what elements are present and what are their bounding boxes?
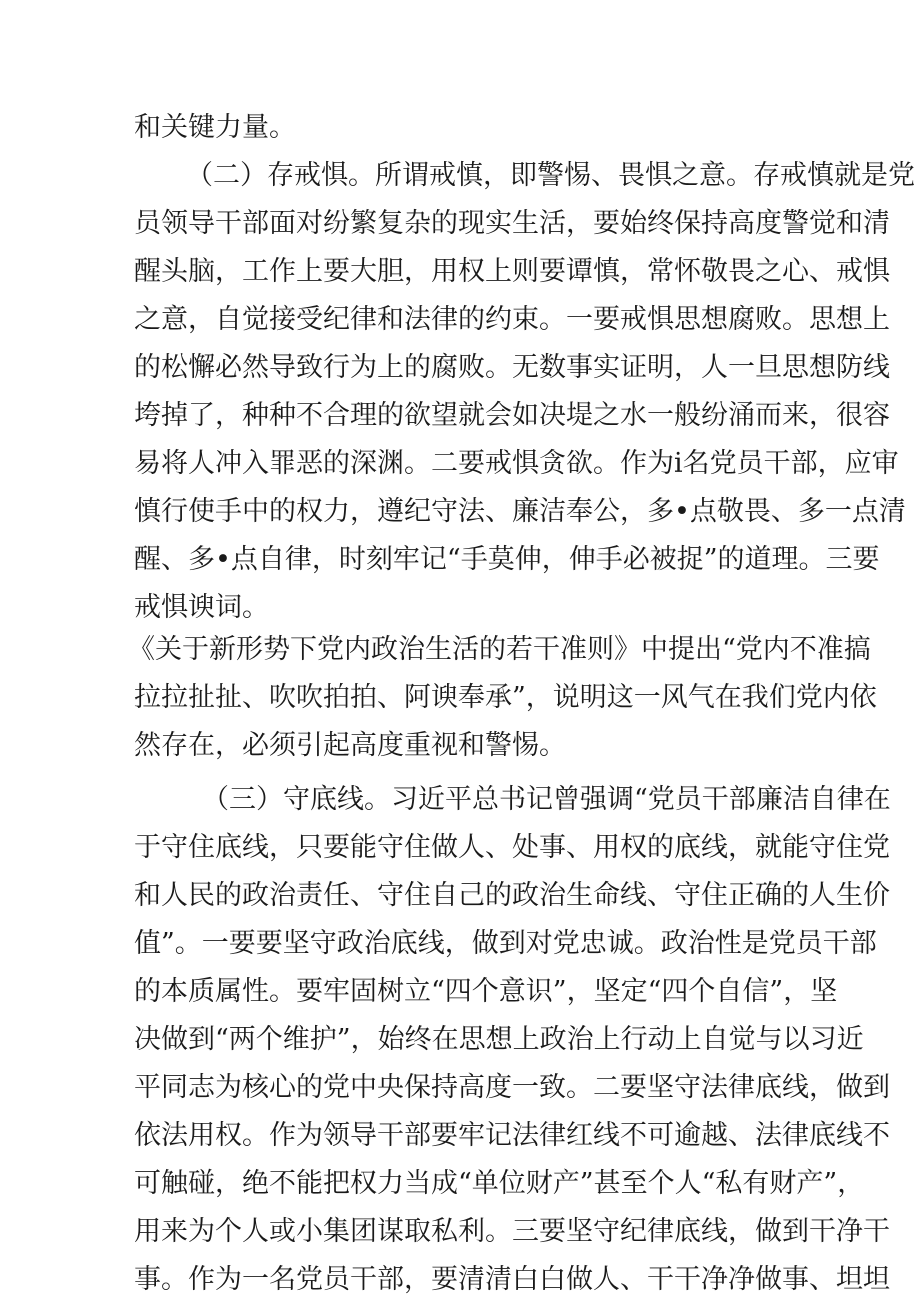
- text-line: 醒、多•点自律，时刻牢记“手莫伸，伸手必被捉”的道理。三要: [134, 544, 880, 575]
- text-line: 平同志为核心的党中央保持高度一致。二要坚守法律底线，做到: [134, 1072, 890, 1103]
- text-line: 的松懈必然导致行为上的腐败。无数事实证明，人一旦思想防线: [134, 352, 890, 383]
- text-line: 醒头脑，工作上要大胆，用权上则要谭慎，常怀敬畏之心、戒惧: [134, 256, 890, 287]
- text-line: 事。作为一名党员干部，要清清白白做人、干干净净做事、坦坦: [134, 1264, 890, 1295]
- text-line: 和关键力量。: [134, 112, 296, 143]
- text-line: 依法用权。作为领导干部要牢记法律红线不可逾越、法律底线不: [134, 1120, 890, 1151]
- text-line: （二）存戒惧。所谓戒慎，即警惕、畏惧之意。存戒慎就是党: [186, 160, 915, 191]
- text-line: 的本质属性。要牢固树立“四个意识”，坚定“四个自信”，坚: [134, 976, 838, 1007]
- text-line: 戒惧谀词。: [134, 592, 269, 623]
- text-line: 员领导干部面对纷繁复杂的现实生活，要始终保持高度警觉和清: [134, 208, 890, 239]
- text-line: 决做到“两个维护”，始终在思想上政治上行动上自觉与以习近: [134, 1024, 864, 1055]
- text-line: 拉拉扯扯、吹吹拍拍、阿谀奉承”，说明这一风气在我们党内依: [134, 682, 877, 713]
- text-line: 慎行使手中的权力，遵纪守法、廉洁奉公，多•点敬畏、多一点清: [134, 496, 906, 527]
- text-line: 于守住底线，只要能守住做人、处事、用权的底线，就能守住党: [134, 832, 890, 863]
- text-line: （三）守底线。习近平总书记曾强调“党员干部廉洁自律在: [202, 784, 891, 815]
- text-line: 垮掉了，种种不合理的欲望就会如决堤之水一般纷涌而来，很容: [134, 400, 890, 431]
- text-line: 值”。一要要坚守政治底线，做到对党忠诚。政治性是党员干部: [134, 928, 877, 959]
- text-line: 用来为个人或小集团谋取私利。三要坚守纪律底线，做到干净干: [134, 1216, 890, 1247]
- text-line: 然存在，必须引起高度重视和警惕。: [134, 730, 566, 761]
- text-line: 之意，自觉接受纪律和法律的约束。一要戒惧思想腐败。思想上: [134, 304, 890, 335]
- text-line: 易将人冲入罪恶的深渊。二要戒惧贪欲。作为i名党员干部，应审: [134, 448, 899, 479]
- text-line: 和人民的政治责任、守住自己的政治生命线、守住正确的人生价: [134, 880, 890, 911]
- text-line: 可触碰，绝不能把权力当成“单位财产”甚至个人“私有财产”，: [134, 1168, 865, 1199]
- text-line: 《关于新形势下党内政治生活的若干准则》中提出“党内不准搞: [128, 634, 871, 665]
